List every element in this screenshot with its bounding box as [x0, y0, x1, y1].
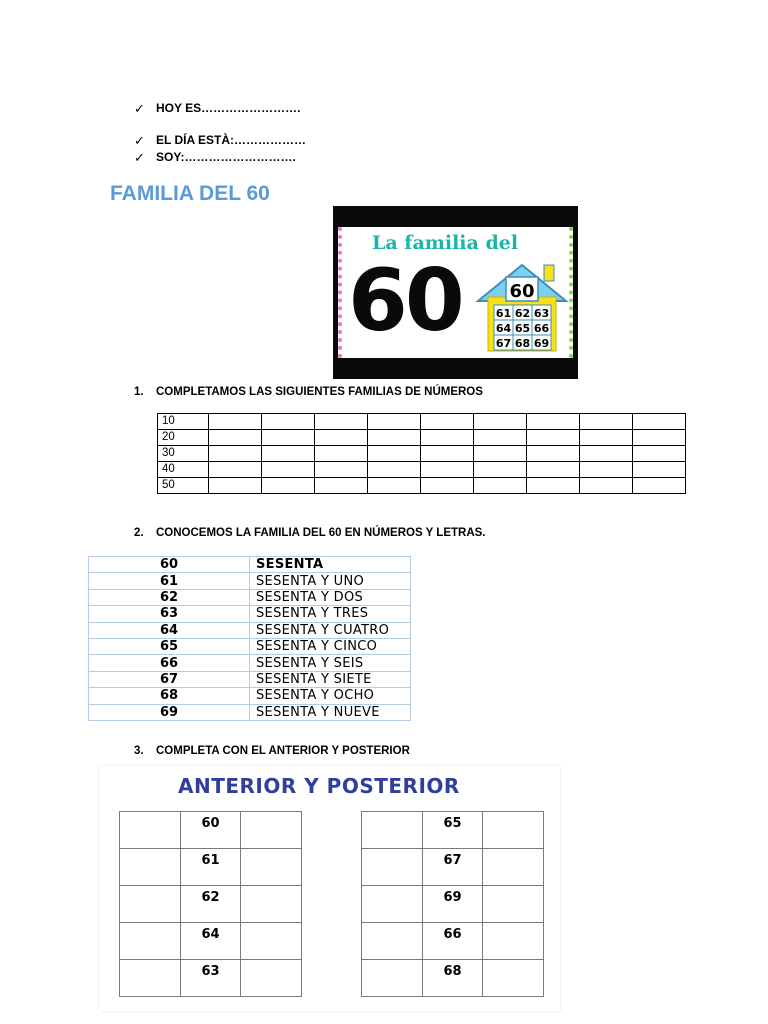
given-number-cell: 62	[181, 886, 241, 923]
blank-cell	[633, 446, 686, 462]
word-cell: SESENTA Y SIETE	[250, 671, 411, 687]
blank-cell	[315, 462, 368, 478]
blank-cell	[262, 462, 315, 478]
anterior-blank-cell	[362, 886, 423, 923]
posterior-blank-cell	[241, 849, 302, 886]
table-row	[89, 638, 411, 654]
table-row	[362, 886, 544, 923]
word-cell: SESENTA Y TRES	[250, 606, 411, 622]
number-cell: 69	[89, 704, 250, 720]
row-start-number: 10	[158, 414, 209, 430]
posterior-blank-cell	[483, 960, 544, 997]
blank-cell	[262, 414, 315, 430]
number-cell: 66	[89, 655, 250, 671]
blank-cell	[262, 430, 315, 446]
table-row	[89, 606, 411, 622]
house-number-grid	[494, 305, 551, 350]
page-title: FAMILIA DEL 60	[110, 182, 270, 205]
table-row	[89, 671, 411, 687]
question-2	[134, 527, 486, 539]
blank-cell	[421, 414, 474, 430]
checklist-item-dia	[134, 132, 306, 149]
blank-cell	[368, 462, 421, 478]
blank-cell	[368, 446, 421, 462]
question-text: COMPLETA CON EL ANTERIOR Y POSTERIOR	[156, 745, 410, 757]
blank-cell	[633, 462, 686, 478]
given-number-cell: 66	[423, 923, 483, 960]
blank-cell	[474, 462, 527, 478]
question-3	[134, 745, 410, 757]
anterior-blank-cell	[120, 849, 181, 886]
given-number-cell: 65	[423, 812, 483, 849]
question-text: CONOCEMOS LA FAMILIA DEL 60 EN NÚMEROS Y LETRAS.	[156, 527, 486, 539]
banner-card	[338, 227, 573, 358]
banner-big-number: 60	[348, 251, 462, 351]
blank-cell	[421, 446, 474, 462]
table-row	[120, 849, 302, 886]
given-number-cell: 68	[423, 960, 483, 997]
word-cell: SESENTA	[250, 557, 411, 573]
number-cell: 62	[89, 589, 250, 605]
house-grid-number: 66	[533, 322, 550, 335]
table-row	[89, 688, 411, 704]
table-row	[120, 886, 302, 923]
blank-cell	[633, 414, 686, 430]
blank-cell	[421, 478, 474, 494]
blank-cell	[580, 446, 633, 462]
word-cell: SESENTA Y OCHO	[250, 688, 411, 704]
table-row	[120, 923, 302, 960]
number-cell: 64	[89, 622, 250, 638]
given-number-cell: 60	[181, 812, 241, 849]
blank-cell	[474, 414, 527, 430]
house-grid-number: 65	[514, 322, 531, 335]
house-grid-number: 62	[514, 307, 531, 320]
anterior-blank-cell	[120, 886, 181, 923]
blank-cell	[474, 446, 527, 462]
row-start-number: 20	[158, 430, 209, 446]
question-1	[134, 386, 483, 398]
question-number: 3.	[134, 745, 144, 757]
given-number-cell: 61	[181, 849, 241, 886]
word-cell: SESENTA Y SEIS	[250, 655, 411, 671]
house-grid-number: 67	[495, 337, 512, 350]
blank-cell	[209, 478, 262, 494]
table-row	[158, 478, 686, 494]
blank-cell	[209, 462, 262, 478]
table-row	[89, 557, 411, 573]
table-row	[89, 704, 411, 720]
anterior-blank-cell	[120, 923, 181, 960]
house-grid-number: 64	[495, 322, 512, 335]
question-text: COMPLETAMOS LAS SIGUIENTES FAMILIAS DE NÚMEROS	[156, 386, 483, 398]
question-number: 1.	[134, 386, 144, 398]
table-row	[158, 430, 686, 446]
familia-banner-image	[333, 206, 578, 379]
table-row	[362, 849, 544, 886]
blank-cell	[580, 462, 633, 478]
blank-cell	[527, 462, 580, 478]
posterior-blank-cell	[483, 923, 544, 960]
blank-cell	[368, 414, 421, 430]
row-start-number: 50	[158, 478, 209, 494]
posterior-blank-cell	[483, 849, 544, 886]
number-cell: 63	[89, 606, 250, 622]
exercise-title: ANTERIOR Y POSTERIOR	[178, 774, 460, 798]
table-row	[89, 573, 411, 589]
blank-cell	[527, 414, 580, 430]
anterior-posterior-table-right	[361, 811, 544, 997]
blank-cell	[315, 414, 368, 430]
table-row	[89, 622, 411, 638]
anterior-blank-cell	[120, 960, 181, 997]
table-row	[158, 462, 686, 478]
given-number-cell: 64	[181, 923, 241, 960]
blank-cell	[315, 446, 368, 462]
posterior-blank-cell	[241, 886, 302, 923]
table-row	[362, 923, 544, 960]
given-number-cell: 67	[423, 849, 483, 886]
word-cell: SESENTA Y DOS	[250, 589, 411, 605]
number-cell: 60	[89, 557, 250, 573]
blank-cell	[209, 414, 262, 430]
blank-cell	[209, 430, 262, 446]
checklist-item-hoy	[134, 100, 306, 117]
blank-cell	[315, 430, 368, 446]
table-row	[158, 446, 686, 462]
number-cell: 65	[89, 638, 250, 654]
blank-cell	[580, 430, 633, 446]
anterior-blank-cell	[362, 960, 423, 997]
anterior-posterior-exercise	[100, 766, 560, 1011]
blank-cell	[262, 478, 315, 494]
checkmark-icon: ✓	[134, 101, 145, 116]
table-row	[158, 414, 686, 430]
checklist-item-soy	[134, 149, 306, 166]
number-cell: 61	[89, 573, 250, 589]
word-cell: SESENTA Y NUEVE	[250, 704, 411, 720]
house-icon	[472, 257, 572, 353]
blank-cell	[580, 478, 633, 494]
table-row	[89, 589, 411, 605]
anterior-blank-cell	[362, 849, 423, 886]
house-grid-number: 61	[495, 307, 512, 320]
checkmark-icon: ✓	[134, 150, 145, 165]
header-checklist	[134, 100, 306, 166]
given-number-cell: 69	[423, 886, 483, 923]
word-cell: SESENTA Y CINCO	[250, 638, 411, 654]
blank-cell	[580, 414, 633, 430]
anterior-blank-cell	[362, 923, 423, 960]
blank-cell	[368, 430, 421, 446]
question-number: 2.	[134, 527, 144, 539]
banner-title: La familia del	[372, 232, 519, 254]
posterior-blank-cell	[483, 886, 544, 923]
blank-cell	[421, 462, 474, 478]
checklist-text: EL DÍA ESTÀ:………………	[156, 133, 307, 147]
number-cell: 68	[89, 688, 250, 704]
checklist-text: HOY ES…………………….	[156, 101, 301, 115]
table-row	[120, 960, 302, 997]
house-top-number: 60	[509, 281, 535, 302]
word-cell: SESENTA Y CUATRO	[250, 622, 411, 638]
table-row	[120, 812, 302, 849]
blank-cell	[315, 478, 368, 494]
numbers-families-table	[157, 413, 686, 494]
anterior-blank-cell	[362, 812, 423, 849]
blank-cell	[262, 446, 315, 462]
blank-cell	[474, 478, 527, 494]
blank-cell	[527, 446, 580, 462]
word-cell: SESENTA Y UNO	[250, 573, 411, 589]
blank-cell	[474, 430, 527, 446]
blank-cell	[633, 430, 686, 446]
posterior-blank-cell	[241, 923, 302, 960]
table-row	[362, 812, 544, 849]
house-grid-number: 69	[533, 337, 550, 350]
numbers-words-table	[88, 556, 411, 721]
blank-cell	[209, 446, 262, 462]
posterior-blank-cell	[241, 960, 302, 997]
blank-cell	[421, 430, 474, 446]
table-row	[89, 655, 411, 671]
blank-cell	[633, 478, 686, 494]
anterior-posterior-table-left	[119, 811, 302, 997]
checkmark-icon: ✓	[134, 133, 145, 148]
posterior-blank-cell	[241, 812, 302, 849]
given-number-cell: 63	[181, 960, 241, 997]
anterior-blank-cell	[120, 812, 181, 849]
house-grid-number: 63	[533, 307, 550, 320]
blank-cell	[527, 478, 580, 494]
house-grid-number: 68	[514, 337, 531, 350]
row-start-number: 30	[158, 446, 209, 462]
number-cell: 67	[89, 671, 250, 687]
blank-cell	[527, 430, 580, 446]
table-row	[362, 960, 544, 997]
posterior-blank-cell	[483, 812, 544, 849]
blank-cell	[368, 478, 421, 494]
checklist-text: SOY:……………………….	[156, 150, 296, 164]
row-start-number: 40	[158, 462, 209, 478]
